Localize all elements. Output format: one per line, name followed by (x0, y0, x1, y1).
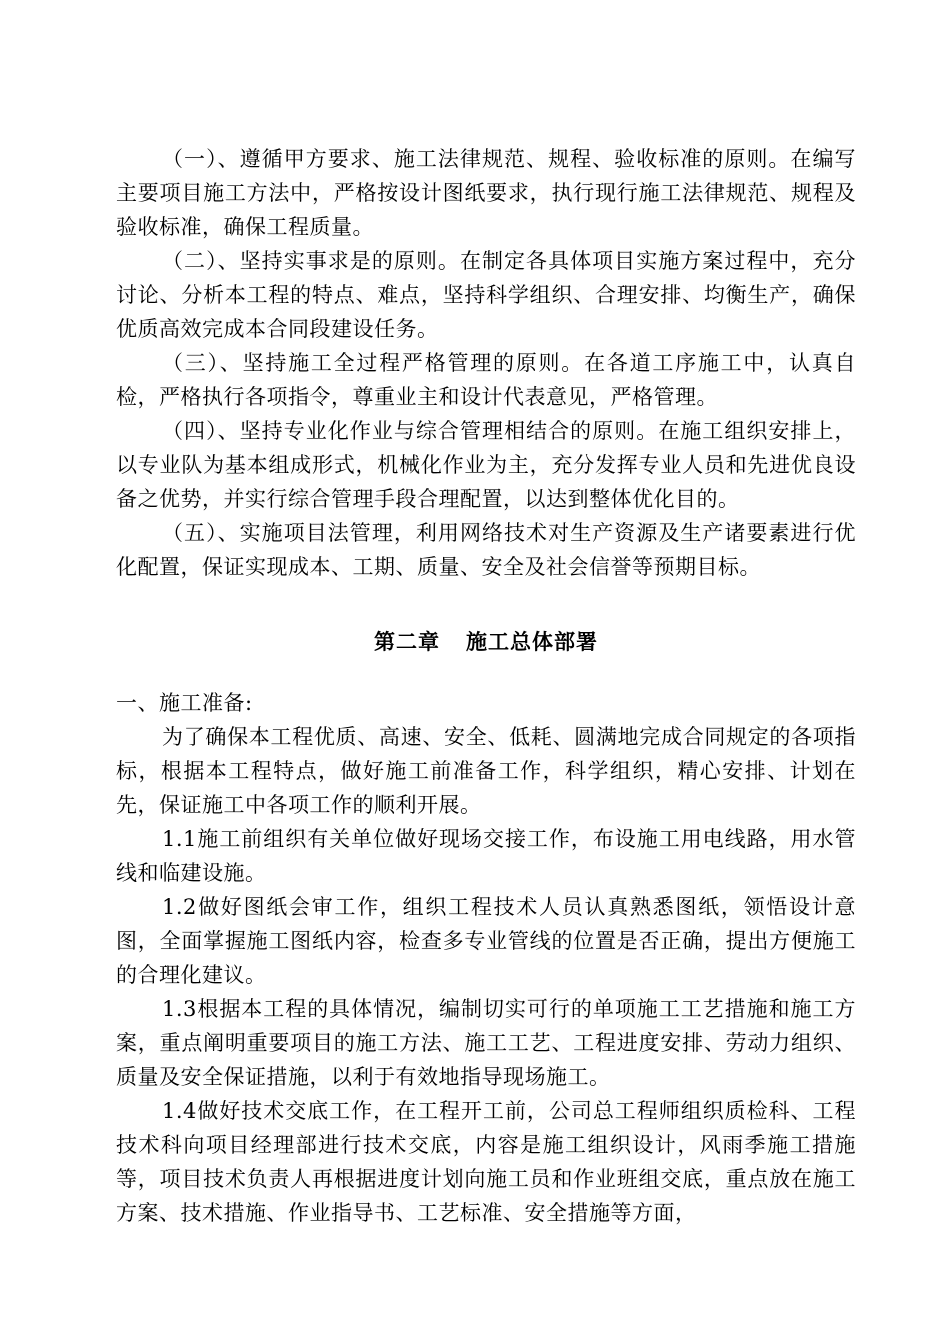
principle-paragraph-1: （一）、遵循甲方要求、施工法律规范、规程、验收标准的原则。在编写主要项目施工方法中，严格按设计图纸要求，执行现行施工法律规范、规程及验收标准，确保工程质量。 (116, 147, 856, 239)
chapter-number: 第二章 (374, 629, 440, 654)
construction-preparation-section (116, 686, 856, 1230)
principle-paragraph-2: （二）、坚持实事求是的原则。在制定各具体项目实施方案过程中，充分讨论、分析本工程的特点、难点，坚持科学组织、合理安排、均衡生产，确保优质高效完成本合同段建设任务。 (116, 249, 856, 341)
document-page (116, 142, 856, 1230)
principle-paragraph-3: （三）、坚持施工全过程严格管理的原则。在各道工序施工中，认真自检，严格执行各项指令，尊重业主和设计代表意见，严格管理。 (116, 351, 856, 409)
chapter-title (116, 625, 856, 659)
item-paragraph-1-1: 1.1施工前组织有关单位做好现场交接工作，布设施工用电线路，用水管线和临建设施。 (116, 827, 856, 885)
item-paragraph-1-2: 1.2做好图纸会审工作，组织工程技术人员认真熟悉图纸，领悟设计意图，全面掌握施工图纸内容，检查多专业管线的位置是否正确，提出方便施工的合理化建议。 (116, 895, 856, 987)
principle-paragraph-5: （五）、实施项目法管理，利用网络技术对生产资源及生产诸要素进行优化配置，保证实现成本、工期、质量、安全及社会信誉等预期目标。 (116, 521, 856, 579)
principles-section (116, 142, 856, 584)
principle-paragraph-4: （四）、坚持专业化作业与综合管理相结合的原则。在施工组织安排上，以专业队为基本组成形式，机械化作业为主，充分发挥专业人员和先进优良设备之优势，并实行综合管理手段合理配置，以达到整体优化目的。 (116, 419, 856, 511)
section-intro-paragraph: 为了确保本工程优质、高速、安全、低耗、圆满地完成合同规定的各项指标，根据本工程特点，做好施工前准备工作，科学组织，精心安排、计划在先，保证施工中各项工作的顺利开展。 (116, 725, 856, 817)
section-heading: 一、施工准备: (116, 691, 253, 715)
item-paragraph-1-3: 1.3根据本工程的具体情况，编制切实可行的单项施工工艺措施和施工方案，重点阐明重要项目的施工方法、施工工艺、工程进度安排、劳动力组织、质量及安全保证措施，以利于有效地指导现场施工。 (116, 997, 856, 1089)
chapter-name: 施工总体部署 (466, 629, 598, 654)
item-paragraph-1-4: 1.4做好技术交底工作，在工程开工前，公司总工程师组织质检科、工程技术科向项目经理部进行技术交底，内容是施工组织设计，风雨季施工措施等，项目技术负责人再根据进度计划向施工员和作业班组交底，重点放在施工方案、技术措施、作业指导书、工艺标准、安全措施等方面， (116, 1099, 856, 1225)
